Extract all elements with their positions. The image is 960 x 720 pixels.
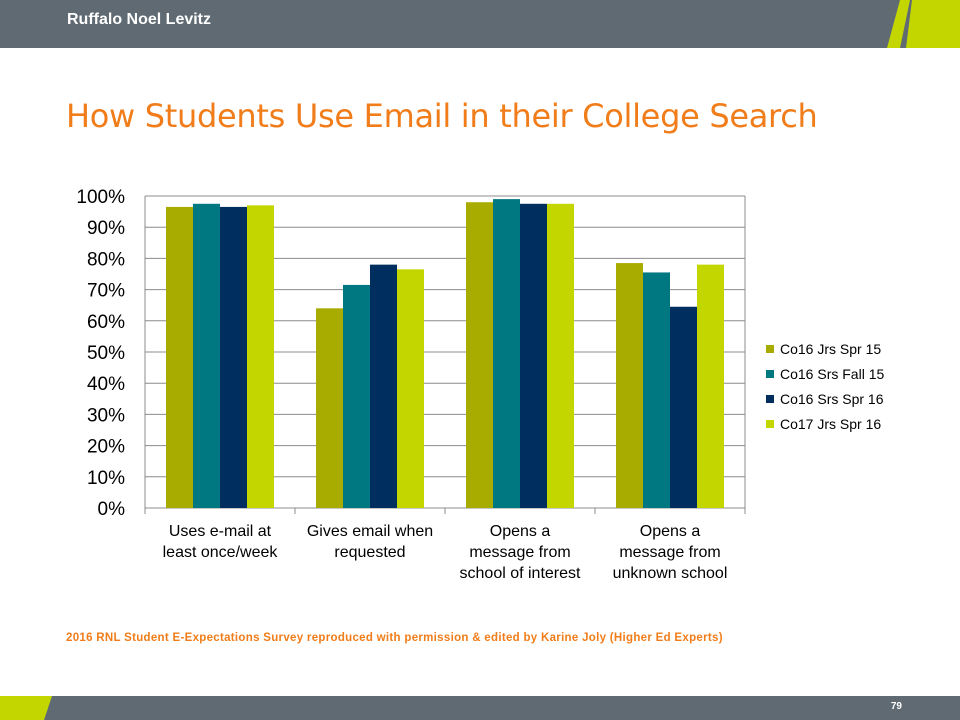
- bar: [370, 265, 397, 508]
- bar: [220, 207, 247, 508]
- slide-title: How Students Use Email in their College Search: [66, 97, 818, 135]
- footer-accent: [0, 696, 60, 720]
- bar: [520, 204, 547, 508]
- y-tick-label: 50%: [86, 343, 125, 364]
- legend-swatch: [766, 370, 774, 378]
- y-tick-label: 40%: [86, 374, 125, 396]
- bar: [643, 272, 670, 508]
- x-tick-label: message from: [619, 544, 721, 561]
- accent-stripes: [860, 0, 960, 48]
- y-tick-label: 100%: [76, 187, 125, 208]
- x-tick-label: requested: [334, 544, 406, 561]
- bar: [697, 265, 724, 508]
- bar: [547, 204, 574, 508]
- legend-item: [766, 386, 884, 411]
- y-tick-label: 20%: [86, 436, 125, 458]
- legend-label: Co16 Jrs Spr 15: [780, 340, 882, 357]
- y-tick-label: 0%: [97, 499, 125, 520]
- brand-name: Ruffalo Noel Levitz: [67, 11, 212, 28]
- x-tick-label: Opens a: [639, 523, 701, 540]
- x-tick-label: message from: [469, 544, 571, 561]
- y-tick-label: 60%: [86, 311, 125, 333]
- y-tick-label: 10%: [86, 467, 125, 489]
- bar: [247, 205, 274, 508]
- footer-bar: [0, 696, 960, 720]
- y-tick-label: 80%: [86, 249, 125, 271]
- legend-swatch: [766, 345, 774, 353]
- bar: [316, 308, 343, 508]
- bar: [397, 269, 424, 508]
- legend-item: [766, 361, 884, 386]
- bar: [670, 307, 697, 508]
- bar: [193, 204, 220, 508]
- x-tick-label: school of interest: [459, 565, 581, 582]
- legend-label: Co16 Srs Fall 15: [780, 365, 885, 382]
- y-tick-label: 90%: [86, 218, 125, 240]
- x-tick-label: least once/week: [162, 544, 278, 561]
- legend-swatch: [766, 395, 774, 403]
- x-tick-label: Opens a: [489, 523, 551, 540]
- legend-label: Co17 Jrs Spr 16: [780, 415, 882, 432]
- x-tick-label: unknown school: [612, 565, 728, 582]
- x-tick-label: Gives email when: [306, 523, 434, 540]
- legend-label: Co16 Srs Spr 16: [780, 390, 884, 407]
- bar: [493, 199, 520, 508]
- bar: [466, 202, 493, 508]
- legend-item: [766, 411, 884, 436]
- y-tick-label: 70%: [86, 280, 125, 302]
- bar: [166, 207, 193, 508]
- legend-swatch: [766, 420, 774, 428]
- bar: [616, 263, 643, 508]
- bar: [343, 285, 370, 508]
- source-note: 2016 RNL Student E-Expectations Survey reproduced with permission & edited by Karine Joly (Higher Ed Experts): [66, 632, 723, 644]
- y-tick-label: 30%: [86, 405, 125, 427]
- chart-legend: [766, 336, 884, 436]
- page-number: 79: [890, 701, 902, 712]
- x-tick-label: Uses e-mail at: [168, 523, 272, 540]
- header-bar: [0, 0, 960, 48]
- legend-item: [766, 336, 884, 361]
